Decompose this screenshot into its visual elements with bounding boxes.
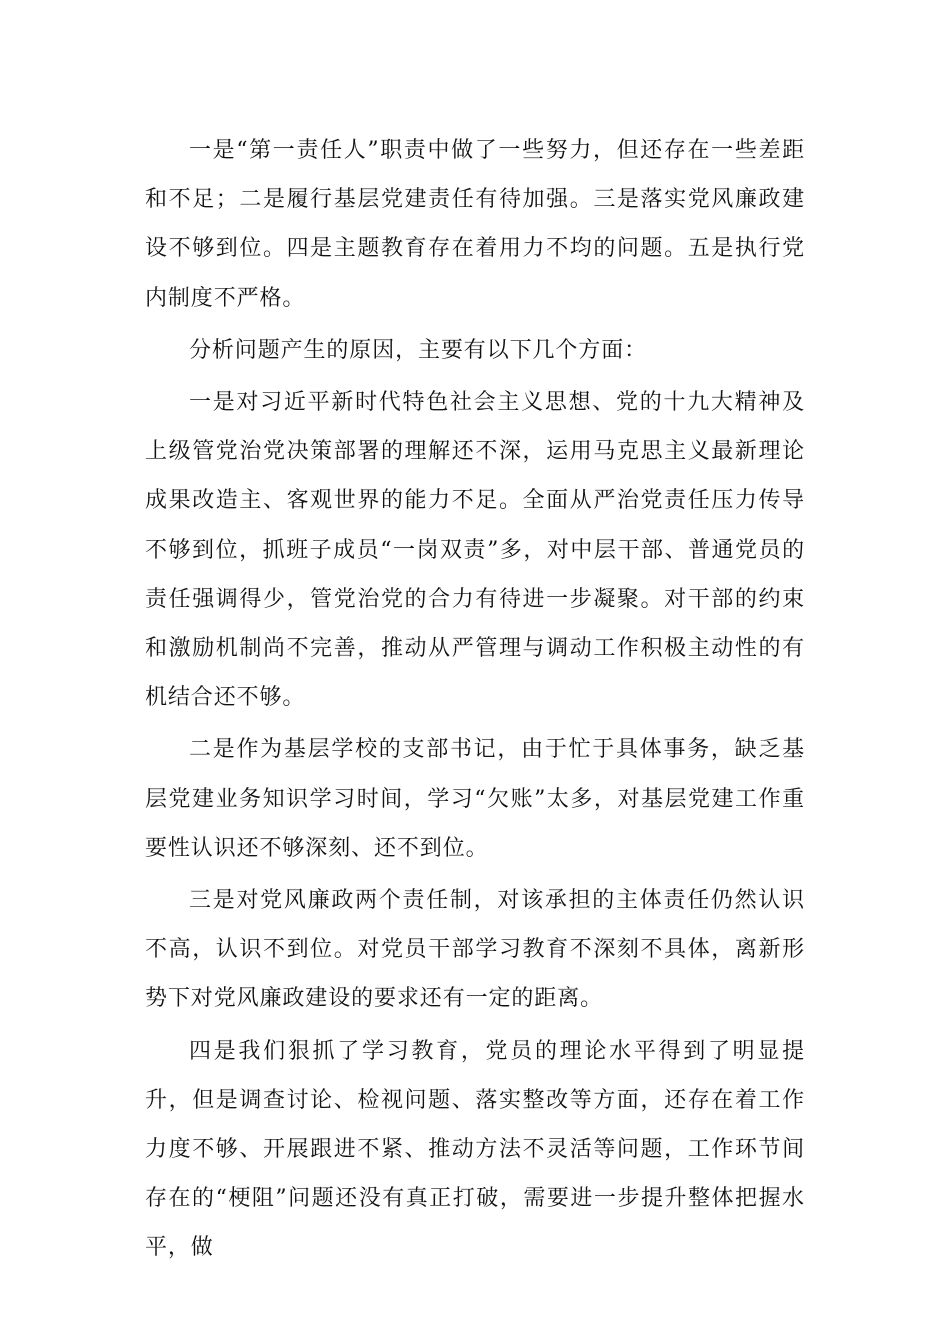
paragraph-cause-four: 四是我们狠抓了学习教育，党员的理论水平得到了明显提升，但是调查讨论、检视问题、落实整改等方面，还存在着工作力度不够、开展跟进不紧、推动方法不灵活等问题，工作环节间存在的“梗阻”问题还没有真正打破，需要进一步提升整体把握水平，做	[145, 1038, 805, 1261]
paragraph-cause-one: 一是对习近平新时代特色社会主义思想、党的十九大精神及上级管党治党决策部署的理解还不深，运用马克思主义最新理论成果改造主、客观世界的能力不足。全面从严治党责任压力传导不够到位，抓班子成员“一岗双责”多，对中层干部、普通党员的责任强调得少，管党治党的合力有待进一步凝聚。对干部的约束和激励机制尚不完善，推动从严管理与调动工作积极主动性的有机结合还不够。	[145, 390, 805, 711]
paragraph-cause-intro: 分析问题产生的原因，主要有以下几个方面：	[189, 337, 648, 363]
paragraph-responsibility-issues: 一是“第一责任人”职责中做了一些努力，但还存在一些差距和不足；二是履行基层党建责任有待加强。三是落实党风廉政建设不够到位。四是主题教育存在着用力不均的问题。五是执行党内制度不严格。	[145, 138, 805, 311]
paragraph-cause-two: 二是作为基层学校的支部书记，由于忙于具体事务，缺乏基层党建业务知识学习时间，学习“欠账”太多，对基层党建工作重要性认识还不够深刻、还不到位。	[145, 737, 805, 861]
paragraph-cause-three: 三是对党风廉政两个责任制，对该承担的主体责任仍然认识不高，认识不到位。对党员干部学习教育不深刻不具体，离新形势下对党风廉政建设的要求还有一定的距离。	[145, 888, 805, 1012]
document-body	[145, 126, 805, 1273]
